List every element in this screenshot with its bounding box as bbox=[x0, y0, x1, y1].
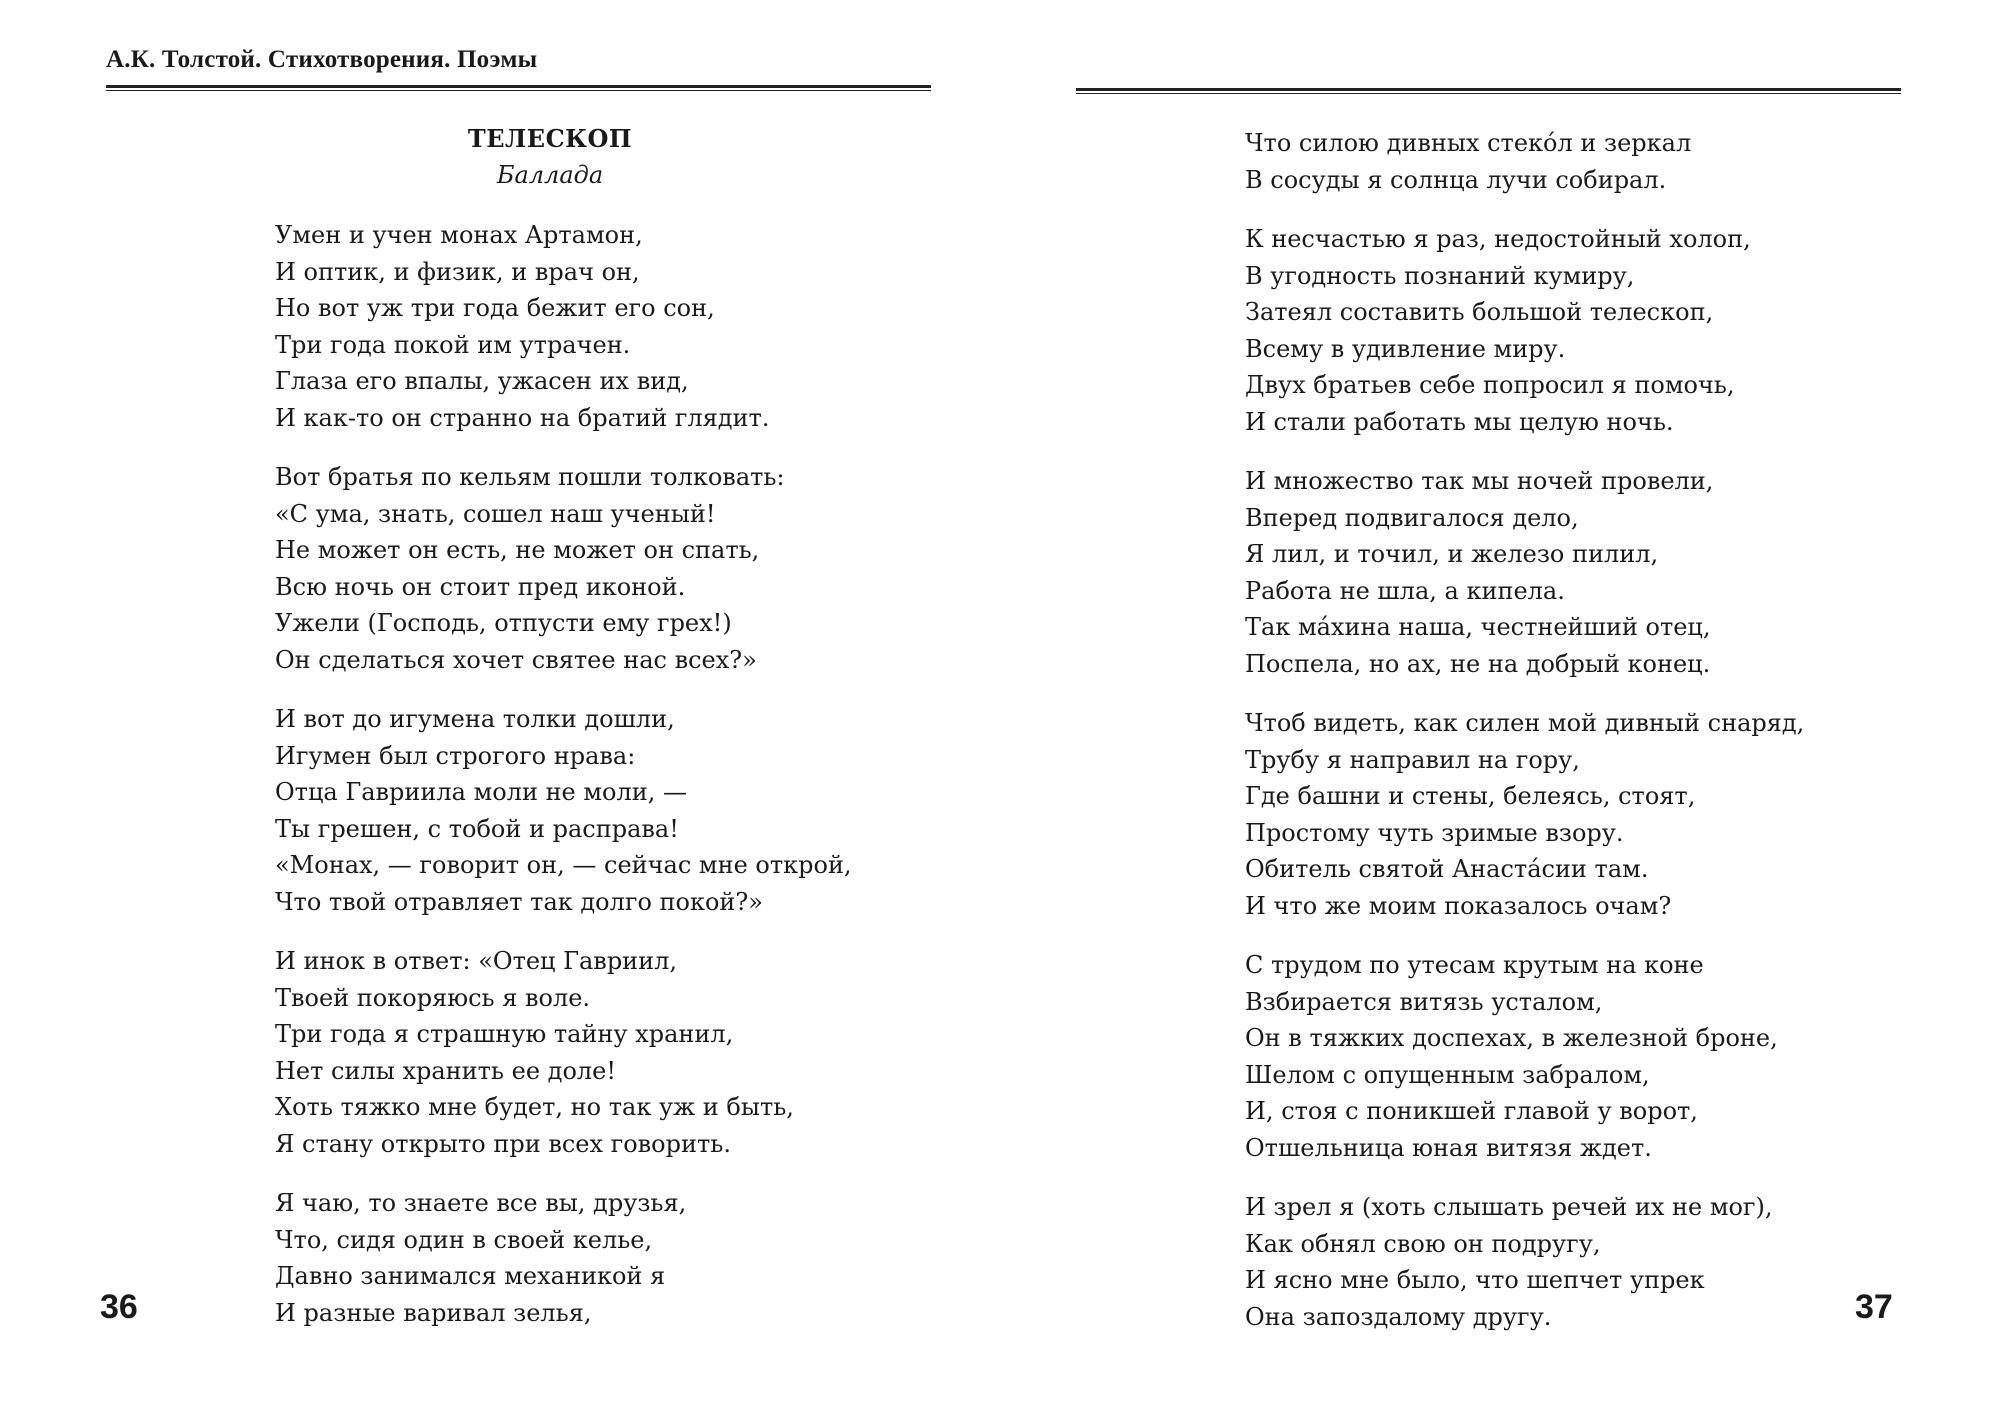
poem-line: Она запоздалому другу. bbox=[1245, 1302, 1552, 1331]
poem-line: Умен и учен монах Артамон, bbox=[275, 221, 643, 249]
stanza bbox=[1245, 221, 1804, 440]
right-page bbox=[1000, 0, 2000, 1422]
poem-line: К несчастью я раз, недостойный холоп, bbox=[1245, 225, 1751, 253]
poem-line: Я стану открыто при всех говорить. bbox=[275, 1129, 731, 1158]
poem-line: Игумен был строгого нрава: bbox=[275, 741, 636, 770]
poem-line: И множество так мы ночей провели, bbox=[1245, 467, 1714, 495]
stanza bbox=[1245, 125, 1804, 198]
poem-line: Он сделаться хочет святее нас всех?» bbox=[275, 645, 757, 674]
stanza bbox=[1245, 705, 1804, 924]
poem-line: Как обнял свою он подругу, bbox=[1245, 1229, 1601, 1258]
poem-line: Но вот уж три года бежит его сон, bbox=[275, 294, 715, 322]
stanza bbox=[275, 701, 852, 920]
page-number-right: 37 bbox=[1855, 1288, 1893, 1326]
stanza bbox=[275, 1185, 852, 1331]
left-poem-text bbox=[275, 217, 852, 1354]
poem-line: Хоть тяжко мне будет, но так уж и быть, bbox=[275, 1093, 794, 1121]
poem-line: Вперед подвигалося дело, bbox=[1245, 503, 1579, 532]
poem-line: Обитель святой Анаста́сии там. bbox=[1245, 855, 1649, 883]
poem-line: И инок в ответ: «Отец Гавриил, bbox=[275, 947, 678, 975]
poem-line: Не может он есть, не может он спать, bbox=[275, 536, 760, 564]
poem-line: Что силою дивных стеко́л и зеркал bbox=[1245, 129, 1692, 157]
poem-line: Твоей покоряюсь я воле. bbox=[275, 983, 591, 1012]
running-head: А.К. Толстой. Стихотворения. Поэмы bbox=[106, 46, 538, 73]
header-rule-thin bbox=[1076, 93, 1901, 94]
right-poem-text bbox=[1245, 125, 1804, 1358]
poem-line: Где башни и стены, белеясь, стоят, bbox=[1245, 782, 1696, 810]
stanza bbox=[275, 943, 852, 1162]
poem-line: Три года я страшную тайну хранил, bbox=[275, 1020, 734, 1048]
poem-line: Шелом с опущенным забралом, bbox=[1245, 1060, 1650, 1089]
poem-line: Я чаю, то знаете все вы, друзья, bbox=[275, 1189, 687, 1217]
poem-line: «Монах, — говорит он, — сейчас мне открой, bbox=[275, 851, 852, 879]
poem-line: Всю ночь он стоит пред иконой. bbox=[275, 572, 686, 601]
poem-line: И оптик, и физик, и врач он, bbox=[275, 257, 640, 286]
poem-line: Всему в удивление миру. bbox=[1245, 334, 1566, 363]
stanza bbox=[1245, 947, 1804, 1166]
poem-line: Двух братьев себе попросил я помочь, bbox=[1245, 371, 1735, 399]
poem-line: И, стоя с поникшей главой у ворот, bbox=[1245, 1097, 1698, 1125]
poem-line: В угодность познаний кумиру, bbox=[1245, 261, 1635, 290]
poem-line: Нет силы хранить ее доле! bbox=[275, 1056, 616, 1085]
poem-line: Он в тяжких доспехах, в железной броне, bbox=[1245, 1024, 1778, 1052]
poem-line: Простому чуть зримые взору. bbox=[1245, 818, 1624, 847]
stanza bbox=[1245, 463, 1804, 682]
stanza bbox=[275, 459, 852, 678]
poem-line: И разные варивал зелья, bbox=[275, 1298, 592, 1327]
poem-line: Отца Гавриила моли не моли, — bbox=[275, 778, 688, 806]
poem-title-block bbox=[400, 122, 700, 194]
poem-line: И стали работать мы целую ночь. bbox=[1245, 407, 1674, 436]
stanza bbox=[275, 217, 852, 436]
poem-line: И что же моим показалось очам? bbox=[1245, 891, 1672, 920]
poem-line: И зрел я (хоть слышать речей их не мог), bbox=[1245, 1193, 1773, 1221]
poem-title: ТЕЛЕСКОП bbox=[467, 124, 633, 153]
header-rule-thick bbox=[106, 85, 931, 88]
poem-line: Ужели (Господь, отпусти ему грех!) bbox=[275, 609, 732, 637]
poem-line: Ты грешен, с тобой и расправа! bbox=[275, 814, 679, 843]
poem-line: Работа не шла, а кипела. bbox=[1245, 576, 1565, 605]
poem-line: Глаза его впалы, ужасен их вид, bbox=[275, 367, 689, 395]
poem-line: Что, сидя один в своей келье, bbox=[275, 1225, 653, 1254]
header-rule-thin bbox=[106, 90, 931, 91]
stanza bbox=[1245, 1189, 1804, 1335]
poem-line: Затеял составить большой телескоп, bbox=[1245, 298, 1714, 326]
poem-subtitle: Баллада bbox=[496, 161, 604, 189]
poem-line: Отшельница юная витязя ждет. bbox=[1245, 1133, 1652, 1162]
header-rule-thick bbox=[1076, 88, 1901, 91]
poem-line: Три года покой им утрачен. bbox=[275, 330, 631, 359]
poem-line: Я лил, и точил, и железо пилил, bbox=[1245, 540, 1659, 568]
poem-line: Так ма́хина наша, честнейший отец, bbox=[1245, 613, 1711, 641]
poem-line: Давно занимался механикой я bbox=[275, 1262, 666, 1290]
poem-line: В сосуды я солнца лучи собирал. bbox=[1245, 165, 1667, 194]
page-number-left: 36 bbox=[100, 1288, 138, 1326]
poem-line: Поспела, но ах, не на добрый конец. bbox=[1245, 649, 1711, 678]
poem-line: И как-то он странно на братий глядит. bbox=[275, 403, 770, 432]
poem-line: Трубу я направил на гору, bbox=[1245, 745, 1580, 774]
poem-line: Вот братья по кельям пошли толковать: bbox=[275, 463, 785, 491]
poem-line: Чтоб видеть, как силен мой дивный снаряд, bbox=[1245, 709, 1805, 737]
poem-line: С трудом по утесам крутым на коне bbox=[1245, 951, 1704, 979]
poem-line: И ясно мне было, что шепчет упрек bbox=[1245, 1266, 1705, 1294]
poem-line: «С ума, знать, сошел наш ученый! bbox=[275, 499, 716, 528]
poem-line: И вот до игумена толки дошли, bbox=[275, 705, 675, 733]
poem-line: Взбирается витязь усталом, bbox=[1245, 987, 1603, 1016]
poem-line: Что твой отравляет так долго покой?» bbox=[275, 887, 763, 916]
